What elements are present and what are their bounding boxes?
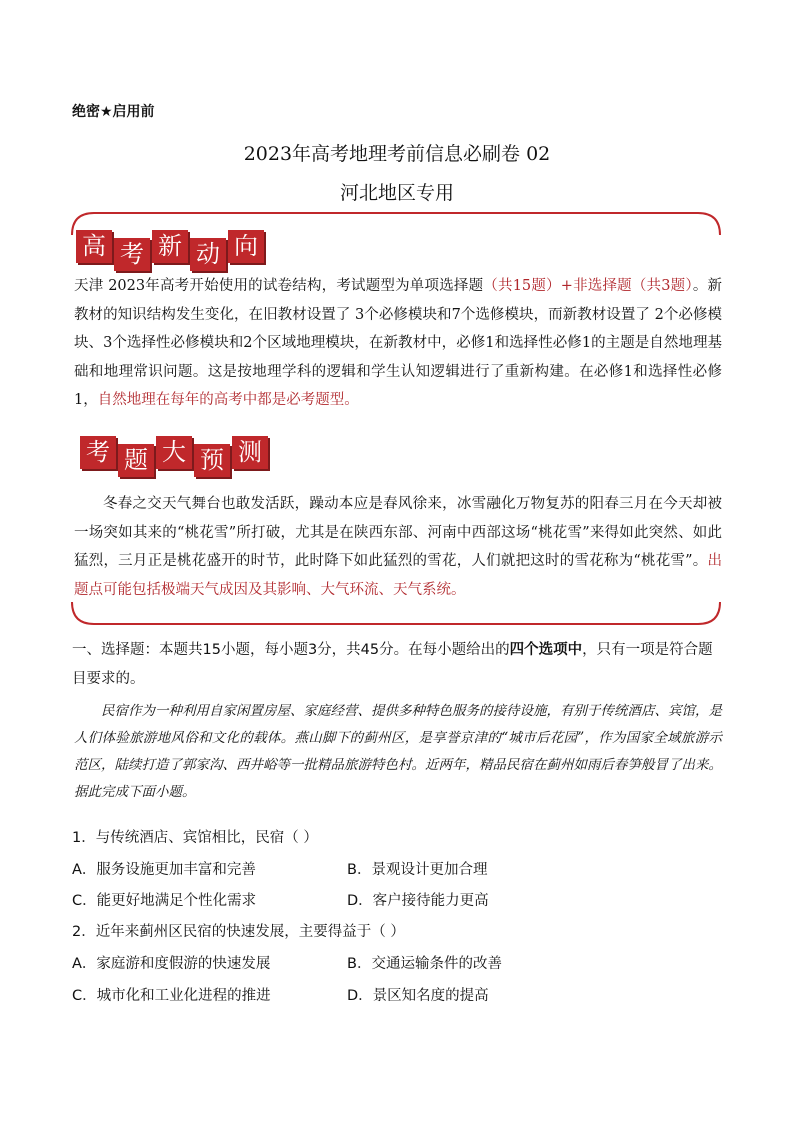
question-2-option-a[interactable]: A．家庭游和度假游的快速发展	[72, 956, 271, 972]
prediction-paragraph	[74, 490, 722, 604]
instructions-text-cont: ，只有一项是符合题目要求的。	[72, 642, 713, 687]
page-title: 2023年高考地理考前信息必刷卷 02	[243, 143, 551, 165]
question-1-option-d[interactable]: D．客户接待能力更高	[347, 893, 489, 909]
banner-char: 高	[76, 230, 112, 263]
prediction-text: 冬春之交天气舞台也敢发活跃，躁动本应是春风徐来，冰雪融化万物复苏的阳春三月在今天却被一场突如其来的“桃花雪”所打破，尤其是在陕西东部、河南中西部这场“桃花雪”来得如此突然、如此猛烈，三月正是桃花盛开的时节，此时降下如此猛烈的雪花，人们就把这时的雪花称为“桃花雪”。	[74, 496, 722, 569]
instructions-text: 一、选择题：本题共15小题，每小题3分，共45分。在每小题给出的	[72, 642, 510, 658]
question-1-stem: 1．与传统酒店、宾馆相比，民宿（ ）	[72, 830, 318, 846]
question-1-option-a[interactable]: A．服务设施更加丰富和完善	[72, 862, 256, 878]
trends-text-cont: 。新教材的知识结构发生变化，在旧教材设置了 3个必修模块和7个选修模块，而新教材设置了 2个必修模块、3个选择性必修模块和2个区域地理模块，在新教材中，必修1和选择性必修1的主题是自然地理基础和地理常识问题。这是按地理学科的逻辑和学生认知逻辑进行了重新构建。在必修1和选择性必修1，	[74, 278, 723, 408]
banner-new-trends	[76, 230, 264, 271]
question-2-option-d[interactable]: D．景区知名度的提高	[347, 988, 489, 1004]
question-2-stem: 2．近年来蓟州区民宿的快速发展，主要得益于（ ）	[72, 924, 405, 940]
trends-highlight: （共15题）+非选择题（共3题）	[483, 278, 693, 294]
banner-char: 向	[228, 230, 264, 263]
banner-char: 考	[114, 238, 150, 271]
section-instructions	[72, 636, 722, 694]
bottom-divider	[66, 600, 726, 630]
banner-char: 题	[118, 444, 154, 477]
prediction-highlight: 出题点可能包括极端天气成因及其影响、大气环流、天气系统。	[74, 553, 722, 598]
reading-passage: 民宿作为一种利用自家闲置房屋、家庭经营、提供多种特色服务的接待设施，有别于传统酒店、宾馆，是人们体验旅游地风俗和文化的载体。燕山脚下的蓟州区，是享誉京津的“城市后花园”，作为国家全域旅游示范区，陆续打造了郭家沟、西井峪等一批精品旅游特色村。近两年，精品民宿在蓟州如雨后春笋般冒了出来。据此完成下面小题。	[74, 703, 722, 800]
banner-char: 大	[156, 436, 192, 469]
question-1-option-b[interactable]: B．景观设计更加合理	[347, 862, 488, 878]
confidential-label: 绝密★启用前	[72, 104, 155, 120]
banner-exam-prediction	[80, 436, 268, 477]
banner-char: 考	[80, 436, 116, 469]
banner-char: 新	[152, 230, 188, 263]
banner-char: 预	[194, 444, 230, 477]
instructions-emphasis: 四个选项中	[509, 642, 583, 658]
page-subtitle: 河北地区专用	[339, 182, 454, 204]
banner-char: 动	[190, 238, 226, 271]
question-2-option-c[interactable]: C．城市化和工业化进程的推进	[72, 988, 271, 1004]
trends-text: 天津 2023年高考开始使用的试卷结构，考试题型为单项选择题	[74, 278, 484, 294]
question-2-option-b[interactable]: B．交通运输条件的改善	[347, 956, 502, 972]
trends-highlight-2: 自然地理在每年的高考中都是必考题型。	[97, 392, 359, 408]
question-1-option-c[interactable]: C．能更好地满足个性化需求	[72, 893, 257, 909]
new-trends-paragraph	[74, 272, 722, 415]
banner-char: 测	[232, 436, 268, 469]
